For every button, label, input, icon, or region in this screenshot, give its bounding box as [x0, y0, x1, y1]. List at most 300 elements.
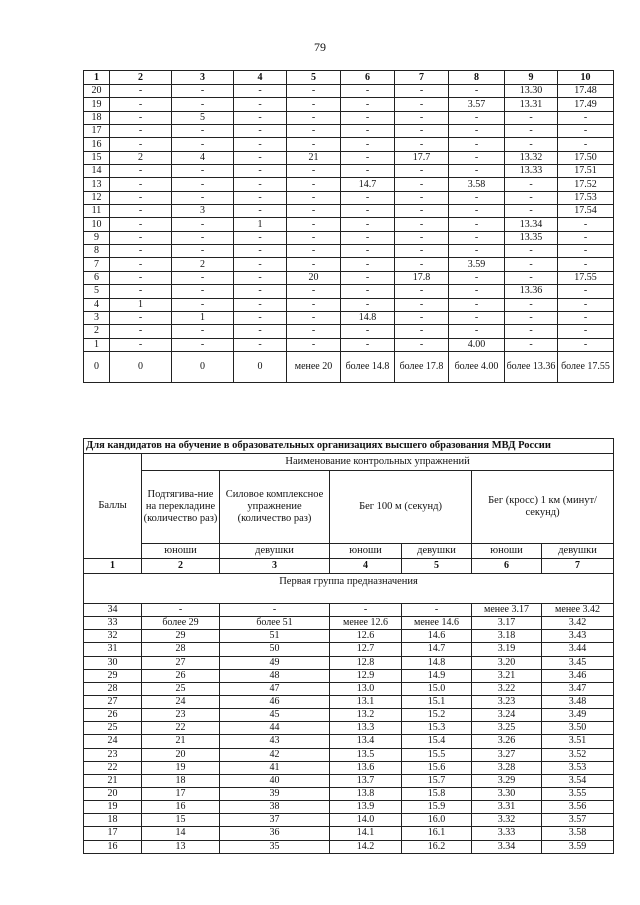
table-cell: 1 [234, 218, 287, 231]
score-cell: 28 [84, 682, 142, 695]
table-cell: 48 [220, 669, 330, 682]
table-row [84, 774, 614, 787]
table-cell: 39 [220, 787, 330, 800]
table-cell: - [395, 285, 449, 298]
table-cell: - [287, 191, 341, 204]
table-cell: - [287, 125, 341, 138]
table-cell: - [558, 285, 614, 298]
table-cell: - [172, 191, 234, 204]
table-cell: 13.1 [330, 695, 402, 708]
score-cell: 29 [84, 669, 142, 682]
table-cell: - [110, 165, 172, 178]
table-cell: 21 [142, 735, 220, 748]
score-cell: 20 [84, 787, 142, 800]
table-row [84, 98, 614, 111]
score-cell: 0 [84, 351, 110, 382]
table-cell: - [172, 85, 234, 98]
score-cell: 32 [84, 630, 142, 643]
table-cell: - [395, 338, 449, 351]
table-row [84, 735, 614, 748]
score-cell: 34 [84, 604, 142, 617]
score-cell: 12 [84, 191, 110, 204]
table-cell: - [449, 205, 505, 218]
score-cell: 31 [84, 643, 142, 656]
table-cell: - [341, 298, 395, 311]
scores-table-continued [83, 70, 614, 383]
table-cell: 17.51 [558, 165, 614, 178]
table-cell: - [395, 191, 449, 204]
table-cell: 3.57 [542, 814, 614, 827]
table-cell: - [505, 298, 558, 311]
table-cell: - [234, 191, 287, 204]
table-row [84, 604, 614, 617]
column-number: 4 [330, 559, 402, 574]
table-cell: - [234, 85, 287, 98]
table-cell: 21 [287, 151, 341, 164]
score-cell: 30 [84, 656, 142, 669]
score-cell: 21 [84, 774, 142, 787]
table-row [84, 630, 614, 643]
table-cell: - [341, 125, 395, 138]
table-cell: 15.1 [402, 695, 472, 708]
table-cell: 3.58 [449, 178, 505, 191]
table-cell: 3.43 [542, 630, 614, 643]
table-cell: - [449, 245, 505, 258]
table-cell: 35 [220, 840, 330, 853]
table-cell: - [449, 191, 505, 204]
table-cell: 13.7 [330, 774, 402, 787]
table-cell: - [341, 245, 395, 258]
column-number: 2 [142, 559, 220, 574]
table-cell: 3.30 [472, 787, 542, 800]
score-cell: 26 [84, 709, 142, 722]
table-cell: 17.52 [558, 178, 614, 191]
table-cell: 49 [220, 656, 330, 669]
table-cell: - [220, 604, 330, 617]
table-cell: 15.5 [402, 748, 472, 761]
table-cell: более 13.36 [505, 351, 558, 382]
table-cell: - [172, 338, 234, 351]
run-1km-header: Бег (кросс) 1 км (минут/секунд) [472, 471, 614, 544]
table-cell: более 29 [142, 617, 220, 630]
table-cell: 17.55 [558, 271, 614, 284]
table-cell: - [110, 205, 172, 218]
table-cell: 3.59 [449, 258, 505, 271]
table-cell: 15.7 [402, 774, 472, 787]
table-cell: 15.2 [402, 709, 472, 722]
table-cell: - [341, 338, 395, 351]
table-cell: более 17.55 [558, 351, 614, 382]
table-cell: 19 [142, 761, 220, 774]
table-cell: - [234, 125, 287, 138]
exercise-names-header: Наименование контрольных упражнений [142, 454, 614, 471]
column-number: 6 [472, 559, 542, 574]
table-row [84, 258, 614, 271]
table-cell: 50 [220, 643, 330, 656]
table-cell: 26 [142, 669, 220, 682]
table-row [84, 338, 614, 351]
table-cell: 14.2 [330, 840, 402, 853]
table-cell: 13.2 [330, 709, 402, 722]
table-row [84, 827, 614, 840]
table-cell: - [395, 111, 449, 124]
table-cell: 22 [142, 722, 220, 735]
table-cell: 16.1 [402, 827, 472, 840]
table-cell: 12.8 [330, 656, 402, 669]
table-cell: 5 [172, 111, 234, 124]
table-row [84, 709, 614, 722]
table-cell: 40 [220, 774, 330, 787]
table-cell: 13.36 [505, 285, 558, 298]
table-cell: 43 [220, 735, 330, 748]
table-cell: 3.33 [472, 827, 542, 840]
table-cell: 0 [172, 351, 234, 382]
table-row [84, 617, 614, 630]
table-cell: - [110, 271, 172, 284]
score-cell: 2 [84, 325, 110, 338]
page-number: 79 [314, 40, 326, 54]
column-number: 6 [341, 71, 395, 85]
table-cell: - [449, 85, 505, 98]
table-cell: - [395, 205, 449, 218]
table-cell: 13.31 [505, 98, 558, 111]
table-cell: - [110, 338, 172, 351]
table-cell: - [341, 271, 395, 284]
table-cell: - [172, 218, 234, 231]
table-cell: 1 [110, 298, 172, 311]
column-number: 8 [449, 71, 505, 85]
table-cell: 4 [172, 151, 234, 164]
score-cell: 3 [84, 311, 110, 324]
table-cell: - [287, 205, 341, 218]
table-cell: - [505, 258, 558, 271]
table-cell: 51 [220, 630, 330, 643]
table-cell: - [110, 245, 172, 258]
table-row [84, 231, 614, 244]
table-cell: 3.54 [542, 774, 614, 787]
table-cell: - [505, 178, 558, 191]
table-cell: 3.57 [449, 98, 505, 111]
table-cell: - [402, 604, 472, 617]
table-cell: - [341, 151, 395, 164]
column-number: 7 [395, 71, 449, 85]
table-cell: 13.6 [330, 761, 402, 774]
table-cell: - [287, 325, 341, 338]
sex-label: девушки [220, 544, 330, 559]
mvd-universities-scores-table [83, 438, 614, 854]
table-cell: - [234, 178, 287, 191]
score-cell: 17 [84, 125, 110, 138]
score-cell: 18 [84, 814, 142, 827]
table-cell: - [395, 231, 449, 244]
table-row [84, 191, 614, 204]
table-cell: 14.7 [341, 178, 395, 191]
table-row [84, 285, 614, 298]
scores-table-body [84, 71, 614, 383]
table-cell: - [449, 165, 505, 178]
table-cell: 15.8 [402, 787, 472, 800]
table-cell: менее 14.6 [402, 617, 472, 630]
table-row [84, 245, 614, 258]
table-cell: - [558, 325, 614, 338]
table-cell: 13.9 [330, 801, 402, 814]
table-cell: 3.52 [542, 748, 614, 761]
table-cell: - [505, 338, 558, 351]
table-cell: 17.53 [558, 191, 614, 204]
score-cell: 18 [84, 111, 110, 124]
table-cell: 17 [142, 787, 220, 800]
table-cell: более 17.8 [395, 351, 449, 382]
table-cell: - [287, 285, 341, 298]
table-cell: - [234, 311, 287, 324]
table-row [84, 311, 614, 324]
table-cell: - [110, 218, 172, 231]
table-cell: - [558, 218, 614, 231]
sex-label: девушки [402, 544, 472, 559]
table-cell: 17.7 [395, 151, 449, 164]
table-cell: 3.51 [542, 735, 614, 748]
table-cell: 15.4 [402, 735, 472, 748]
table-cell: - [558, 258, 614, 271]
table-cell: 13.4 [330, 735, 402, 748]
column-number: 3 [172, 71, 234, 85]
table-cell: 0 [234, 351, 287, 382]
table-cell: 3.28 [472, 761, 542, 774]
table-cell: 3.50 [542, 722, 614, 735]
table-cell: - [110, 98, 172, 111]
table-cell: 3.31 [472, 801, 542, 814]
table-cell: - [449, 218, 505, 231]
table-cell: 16.2 [402, 840, 472, 853]
table-cell: 3 [172, 205, 234, 218]
table-row [84, 218, 614, 231]
table-cell: - [558, 231, 614, 244]
column-number: 7 [542, 559, 614, 574]
table-cell: - [505, 271, 558, 284]
table-cell: - [234, 165, 287, 178]
table-cell: - [142, 604, 220, 617]
table-cell: - [558, 338, 614, 351]
table-cell: 2 [110, 151, 172, 164]
table-cell: - [234, 298, 287, 311]
table-cell: - [449, 298, 505, 311]
table-row [84, 125, 614, 138]
table-cell: 3.22 [472, 682, 542, 695]
table-cell: - [110, 231, 172, 244]
column-number: 1 [84, 71, 110, 85]
table-cell: - [172, 325, 234, 338]
table-row [84, 325, 614, 338]
table-caption: Для кандидатов на обучение в образовательных организациях высшего образования МВД России [84, 439, 614, 454]
table-cell: - [287, 85, 341, 98]
table-cell: 15.9 [402, 801, 472, 814]
table-cell: - [234, 271, 287, 284]
table-cell: 17.49 [558, 98, 614, 111]
table-cell: - [505, 111, 558, 124]
table-cell: 38 [220, 801, 330, 814]
table-cell: 3.21 [472, 669, 542, 682]
table-cell: - [395, 98, 449, 111]
table-cell: 17.8 [395, 271, 449, 284]
score-cell: 24 [84, 735, 142, 748]
table-cell: 13 [142, 840, 220, 853]
table-cell: - [287, 218, 341, 231]
table-cell: 36 [220, 827, 330, 840]
table-cell: - [558, 311, 614, 324]
table-cell: 46 [220, 695, 330, 708]
table-cell: - [341, 218, 395, 231]
table-cell: - [287, 311, 341, 324]
table-cell: - [395, 245, 449, 258]
table-cell: - [505, 205, 558, 218]
pullups-header: Подтягива-ние на перекладине (количество раз) [142, 471, 220, 544]
score-cell: 19 [84, 98, 110, 111]
table-cell: - [449, 231, 505, 244]
score-cell: 10 [84, 218, 110, 231]
table-cell: 17.54 [558, 205, 614, 218]
table-cell: 20 [142, 748, 220, 761]
table-cell: 1 [172, 311, 234, 324]
table-cell: - [341, 285, 395, 298]
score-cell: 5 [84, 285, 110, 298]
run-100m-header: Бег 100 м (секунд) [330, 471, 472, 544]
table-cell: - [234, 338, 287, 351]
table-cell: 3.56 [542, 801, 614, 814]
table-cell: 3.59 [542, 840, 614, 853]
table-cell: 17.48 [558, 85, 614, 98]
table-cell: 16.0 [402, 814, 472, 827]
column-number: 3 [220, 559, 330, 574]
table-row [84, 351, 614, 382]
table-cell: 3.23 [472, 695, 542, 708]
table-cell: 3.55 [542, 787, 614, 800]
table-cell: - [234, 138, 287, 151]
table-cell: 13.5 [330, 748, 402, 761]
table-cell: - [287, 231, 341, 244]
table-cell: 14.1 [330, 827, 402, 840]
score-cell: 9 [84, 231, 110, 244]
table-cell: 14.9 [402, 669, 472, 682]
strength-complex-header: Силовое комплексное упражнение (количество раз) [220, 471, 330, 544]
table-cell: 14.0 [330, 814, 402, 827]
table-cell: 12.9 [330, 669, 402, 682]
score-cell: 19 [84, 801, 142, 814]
table-cell: - [341, 85, 395, 98]
table-cell: - [172, 178, 234, 191]
table-cell: - [505, 311, 558, 324]
table-cell: 0 [110, 351, 172, 382]
table-cell: 12.6 [330, 630, 402, 643]
table-cell: - [110, 125, 172, 138]
table-cell: 14.7 [402, 643, 472, 656]
table-cell: 44 [220, 722, 330, 735]
table-cell: 2 [172, 258, 234, 271]
score-cell: 22 [84, 761, 142, 774]
sex-label: юноши [142, 544, 220, 559]
table-cell: - [449, 285, 505, 298]
table-cell: - [341, 258, 395, 271]
table-cell: - [395, 218, 449, 231]
table-cell: - [172, 98, 234, 111]
table-cell: - [287, 258, 341, 271]
table-cell: - [287, 178, 341, 191]
table-row [84, 85, 614, 98]
table-cell: - [341, 165, 395, 178]
table-cell: - [395, 138, 449, 151]
table-cell: - [341, 138, 395, 151]
table-cell: - [449, 125, 505, 138]
score-cell: 33 [84, 617, 142, 630]
column-number: 10 [558, 71, 614, 85]
table-cell: 15.0 [402, 682, 472, 695]
table-cell: 13.3 [330, 722, 402, 735]
table-cell: - [287, 298, 341, 311]
table-row [84, 682, 614, 695]
table-cell: - [234, 98, 287, 111]
table-cell: 15.3 [402, 722, 472, 735]
table-cell: 13.33 [505, 165, 558, 178]
column-number: 4 [234, 71, 287, 85]
table-cell: - [505, 125, 558, 138]
table-cell: - [341, 98, 395, 111]
table-cell: - [341, 111, 395, 124]
table-cell: 14 [142, 827, 220, 840]
table-cell: 3.20 [472, 656, 542, 669]
table-cell: 23 [142, 709, 220, 722]
table-cell: 3.46 [542, 669, 614, 682]
table-cell: - [287, 98, 341, 111]
table-cell: - [287, 138, 341, 151]
table-cell: 20 [287, 271, 341, 284]
table-cell: - [449, 311, 505, 324]
table-cell: - [172, 125, 234, 138]
table-cell: 3.27 [472, 748, 542, 761]
table-cell: - [558, 245, 614, 258]
table-cell: 3.18 [472, 630, 542, 643]
table-row [84, 111, 614, 124]
table-cell: 17.50 [558, 151, 614, 164]
table-cell: - [234, 325, 287, 338]
table-cell: 25 [142, 682, 220, 695]
score-cell: 16 [84, 840, 142, 853]
table-cell: 24 [142, 695, 220, 708]
score-cell: 4 [84, 298, 110, 311]
table-cell: 18 [142, 774, 220, 787]
table-cell: - [234, 245, 287, 258]
table-cell: - [505, 245, 558, 258]
table-row [84, 787, 614, 800]
table-cell: 3.44 [542, 643, 614, 656]
table-cell: - [558, 111, 614, 124]
table-row [84, 722, 614, 735]
column-number: 5 [402, 559, 472, 574]
score-cell: 8 [84, 245, 110, 258]
table-row [84, 840, 614, 853]
table-cell: - [505, 325, 558, 338]
table-cell: - [172, 231, 234, 244]
table-cell: 13.30 [505, 85, 558, 98]
table-cell: - [234, 111, 287, 124]
table-cell: - [110, 258, 172, 271]
table-cell: 3.47 [542, 682, 614, 695]
score-header: Баллы [84, 454, 142, 559]
score-cell: 7 [84, 258, 110, 271]
table-cell: - [110, 191, 172, 204]
table-cell: - [341, 231, 395, 244]
table-cell: - [172, 165, 234, 178]
table-cell: - [558, 298, 614, 311]
table-cell: 13.0 [330, 682, 402, 695]
